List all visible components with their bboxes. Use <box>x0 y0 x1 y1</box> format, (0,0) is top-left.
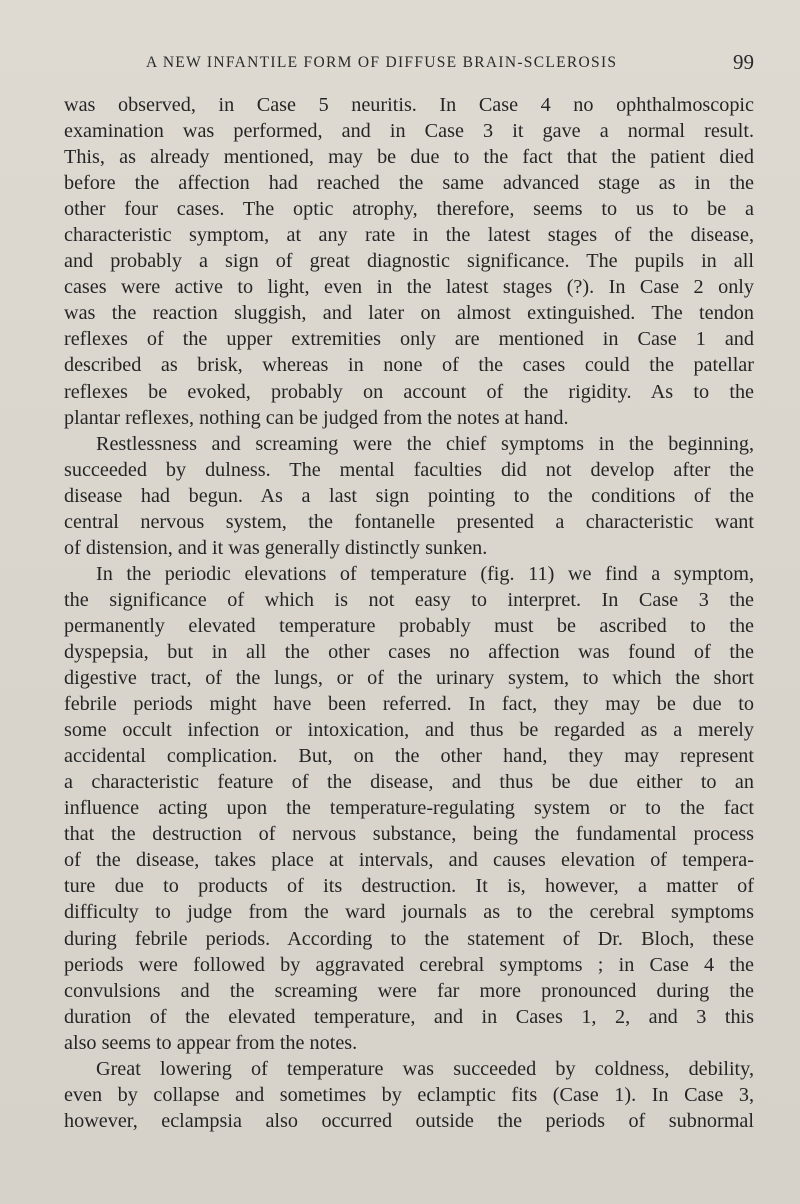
text-line: however, eclampsia also occurred outside the periods of subnormal <box>64 1109 754 1132</box>
text-line: difficulty to judge from the ward journals as to the cerebral symptoms <box>64 901 754 924</box>
text-line: Restlessness and screaming were the chief symptoms in the beginning, <box>96 432 754 455</box>
text-line: of distension, and it was generally distinctly sunken. <box>64 536 488 559</box>
text-line: central nervous system, the fontanelle presented a characteristic want <box>64 510 754 533</box>
text-line: examination was performed, and in Case 3 it gave a normal result. <box>64 120 754 143</box>
text-line: In the periodic elevations of temperature (fig. 11) we find a symptom, <box>96 562 754 585</box>
text-line: reflexes of the upper extremities only are mentioned in Case 1 and <box>64 328 754 351</box>
text-line: convulsions and the screaming were far more pronounced during the <box>64 979 754 1002</box>
running-head <box>64 50 754 76</box>
text-line: described as brisk, whereas in none of the cases could the patellar <box>64 354 754 377</box>
text-line: characteristic symptom, at any rate in the latest stages of the disease, <box>64 224 754 247</box>
text-line: succeeded by dulness. The mental faculties did not develop after the <box>64 458 754 481</box>
text-line: the significance of which is not easy to interpret. In Case 3 the <box>64 588 754 611</box>
text-line: of the disease, takes place at intervals, and causes elevation of tempera- <box>64 849 754 872</box>
text-line: periods were followed by aggravated cerebral symptoms ; in Case 4 the <box>64 953 754 976</box>
body-text <box>64 92 754 1134</box>
text-line: duration of the elevated temperature, and in Cases 1, 2, and 3 this <box>64 1005 754 1028</box>
paragraph <box>64 561 754 1056</box>
text-line: also seems to appear from the notes. <box>64 1031 358 1054</box>
text-line: plantar reflexes, nothing can be judged from the notes at hand. <box>64 406 569 429</box>
text-line: Great lowering of temperature was succeeded by coldness, debility, <box>96 1057 754 1080</box>
paragraph <box>64 431 754 561</box>
text-line: reflexes be evoked, probably on account of the rigidity. As to the <box>64 380 754 403</box>
text-line: cases were active to light, even in the latest stages (?). In Case 2 only <box>64 276 754 299</box>
text-line: digestive tract, of the lungs, or of the urinary system, to which the short <box>64 667 754 690</box>
text-line: dyspepsia, but in all the other cases no affection was found of the <box>64 640 754 663</box>
text-line: influence acting upon the temperature-regulating system or to the fact <box>64 797 754 820</box>
running-title: A NEW INFANTILE FORM OF DIFFUSE BRAIN-SCLEROSIS <box>146 54 618 71</box>
text-line: and probably a sign of great diagnostic significance. The pupils in all <box>64 250 754 273</box>
text-line: ture due to products of its destruction. It is, however, a matter of <box>64 875 754 898</box>
text-line: disease had begun. As a last sign pointing to the conditions of the <box>64 484 754 507</box>
text-line: other four cases. The optic atrophy, therefore, seems to us to be a <box>64 198 754 221</box>
paragraph <box>64 92 754 431</box>
text-line: a characteristic feature of the disease, and thus be due either to an <box>64 771 754 794</box>
text-line: that the destruction of nervous substance, being the fundamental process <box>64 823 754 846</box>
text-line: permanently elevated temperature probably must be ascribed to the <box>64 614 754 637</box>
text-line: febrile periods might have been referred. In fact, they may be due to <box>64 693 754 716</box>
text-line: accidental complication. But, on the other hand, they may represent <box>64 745 754 768</box>
text-line: This, as already mentioned, may be due to the fact that the patient died <box>64 146 754 169</box>
text-line: was observed, in Case 5 neuritis. In Case 4 no ophthalmoscopic <box>64 94 754 116</box>
page-number: 99 <box>733 50 754 74</box>
paragraph <box>64 1056 754 1134</box>
text-line: even by collapse and sometimes by eclamptic fits (Case 1). In Case 3, <box>64 1083 754 1106</box>
text-line: was the reaction sluggish, and later on almost extinguished. The tendon <box>64 302 754 325</box>
text-line: during febrile periods. According to the statement of Dr. Bloch, these <box>64 927 754 950</box>
text-line: some occult infection or intoxication, and thus be regarded as a merely <box>64 719 754 742</box>
text-line: before the affection had reached the same advanced stage as in the <box>64 172 754 195</box>
